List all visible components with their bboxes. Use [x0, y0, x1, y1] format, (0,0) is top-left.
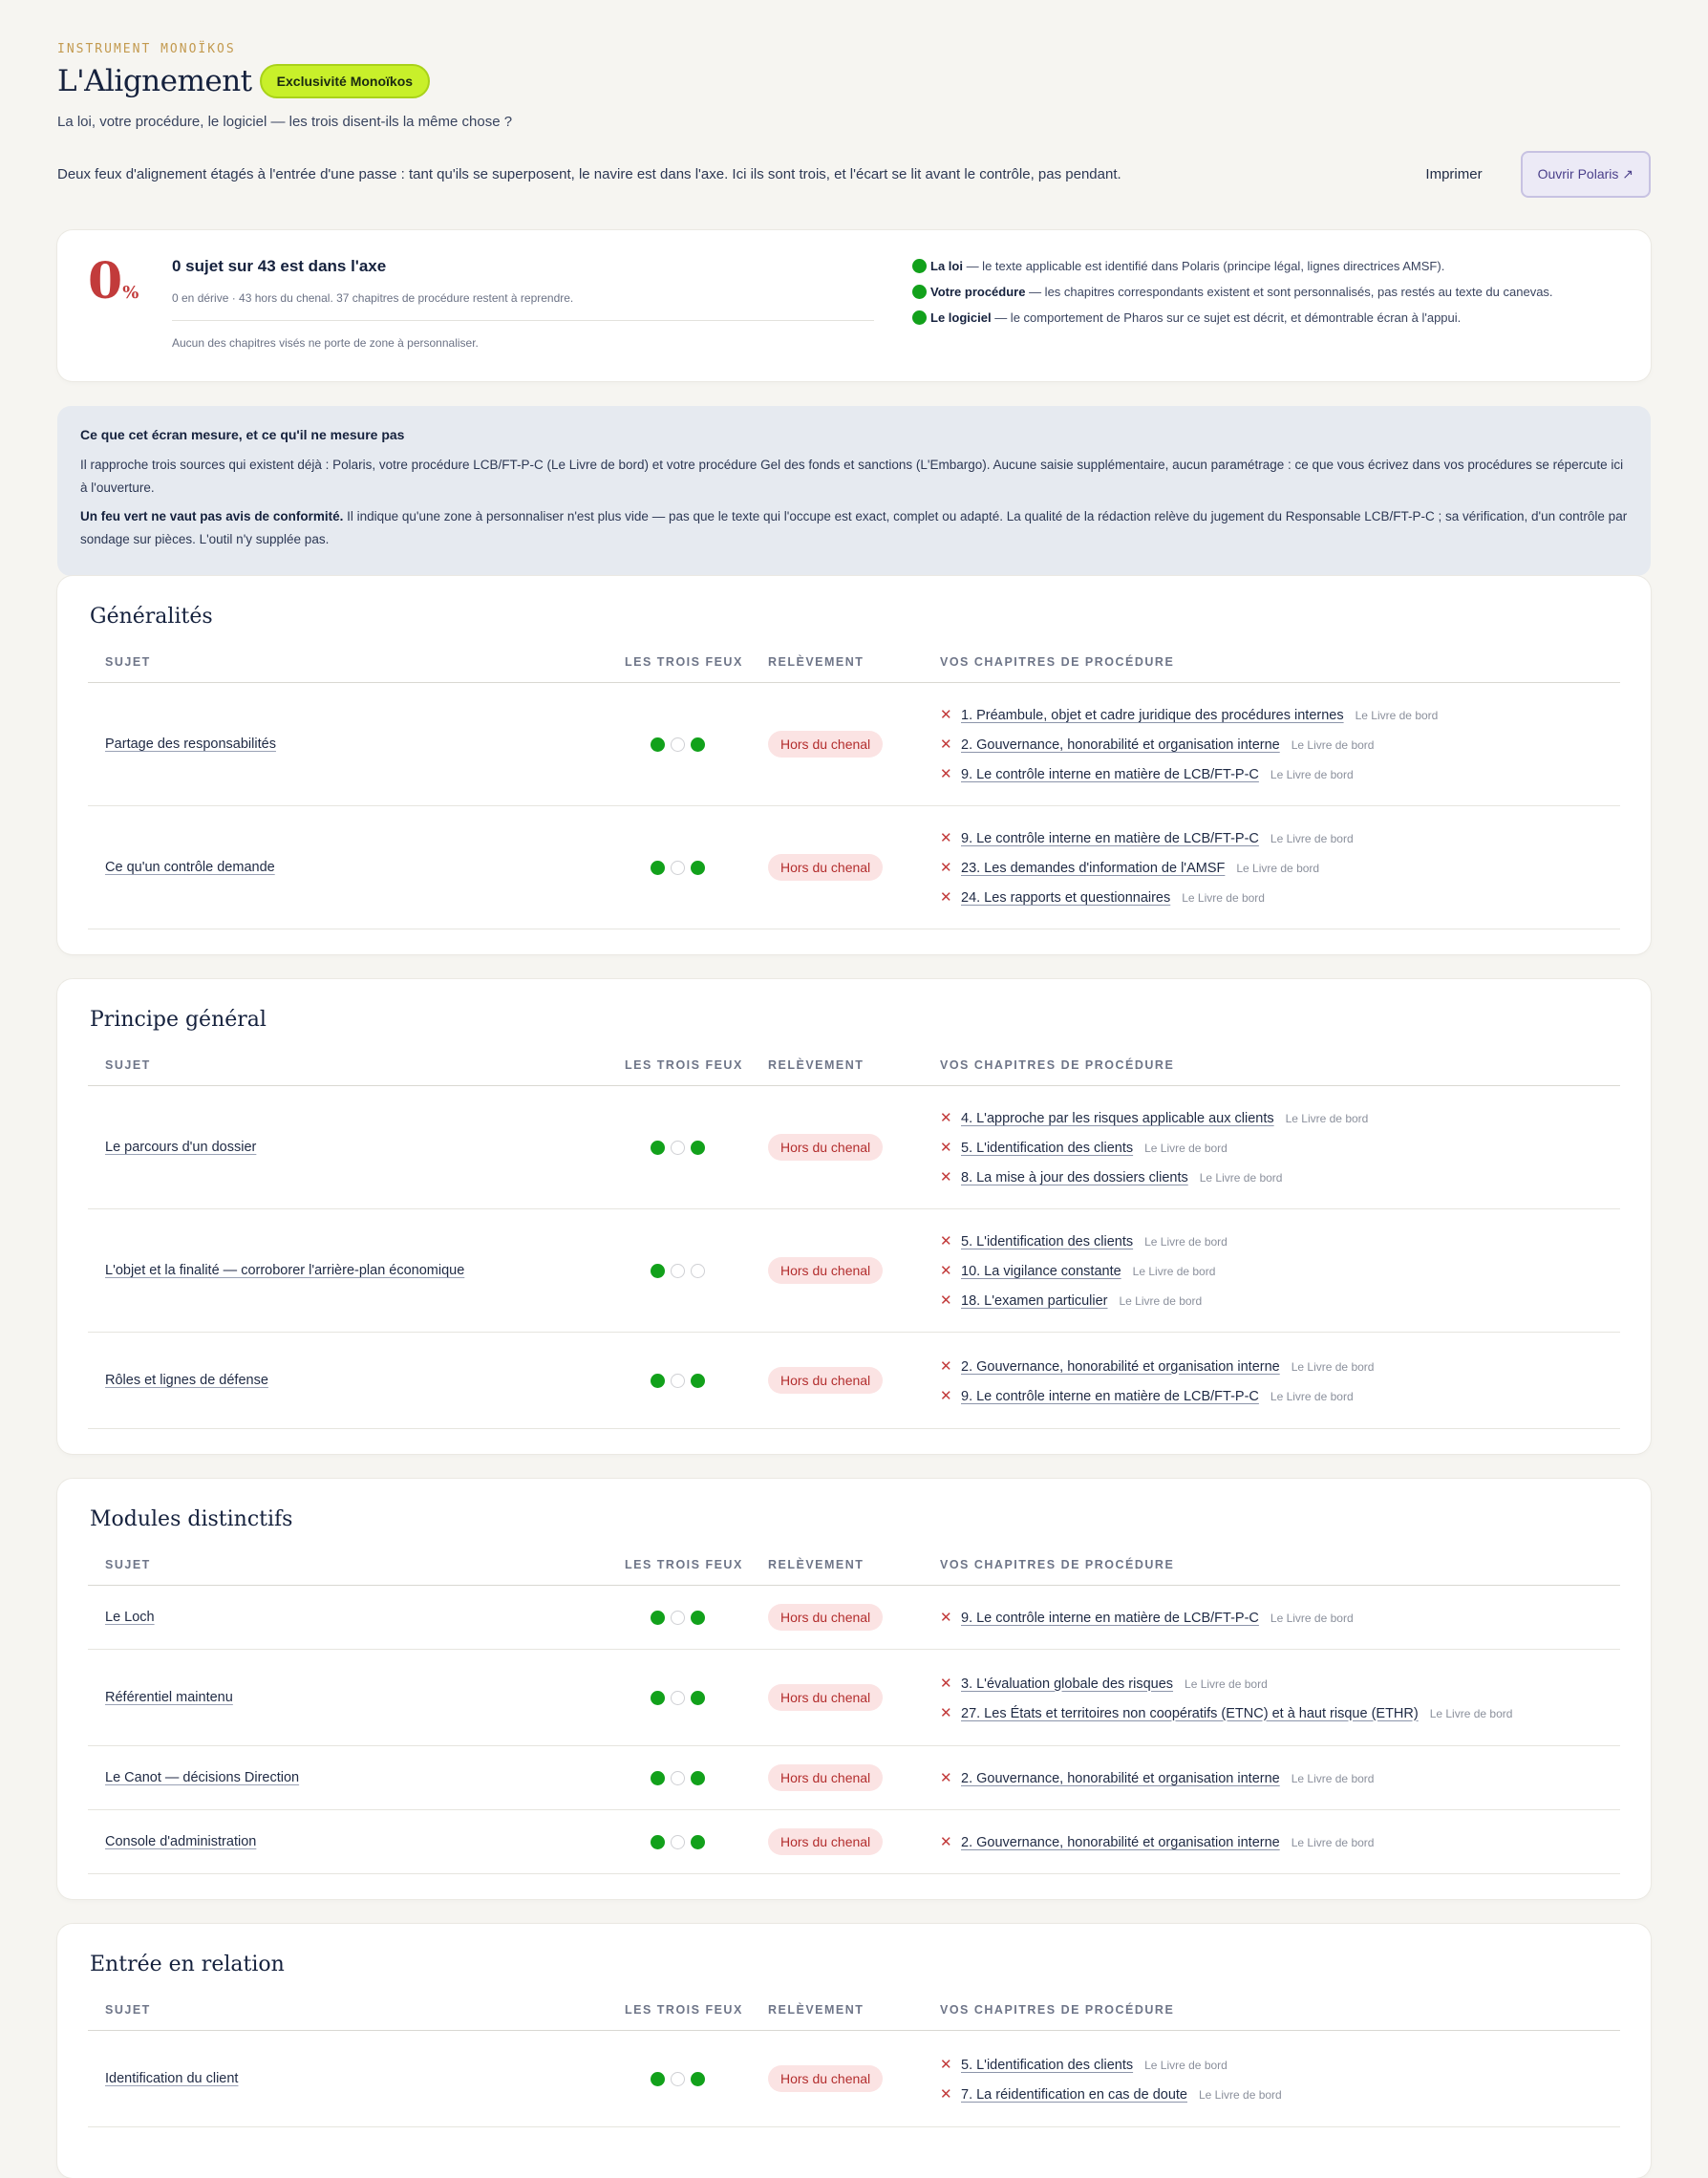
intro-text: Deux feux d'alignement étagés à l'entrée d'une passe : tant qu'ils se superposent, le navire est dans l'axe. Ici ils sont trois, et l'écart se lit avant le contrôle, pas pendant.	[57, 166, 1121, 182]
column-header-lights: LES TROIS FEUX	[625, 655, 743, 669]
reading-cell	[768, 1764, 940, 1791]
chapter-link[interactable]: 9. Le contrôle interne en matière de LCB/FT-P-C	[961, 1388, 1259, 1404]
reading-cell	[768, 2065, 940, 2092]
cross-icon: ✕	[940, 1834, 952, 1850]
green-light-icon	[912, 310, 927, 325]
green-light-icon	[651, 861, 665, 875]
table-row	[88, 1209, 1620, 1333]
chapter-item	[940, 736, 1620, 753]
subject-cell	[105, 1139, 625, 1156]
subject-link[interactable]: Partage des responsabilités	[105, 737, 276, 752]
three-lights	[625, 1771, 768, 1785]
chapter-item	[940, 1357, 1620, 1375]
legend-key: Le logiciel	[930, 310, 992, 325]
eyebrow: INSTRUMENT MONOÏKOS	[57, 42, 236, 56]
chapter-link[interactable]: 8. La mise à jour des dossiers clients	[961, 1170, 1188, 1185]
reading-cell	[768, 1684, 940, 1711]
green-light-icon	[691, 1611, 705, 1625]
cross-icon: ✕	[940, 889, 952, 906]
unlit-light-icon	[671, 1264, 685, 1278]
chapter-link[interactable]: 1. Préambule, objet et cadre juridique des procédures internes	[961, 708, 1344, 723]
status-badge: Hors du chenal	[768, 1828, 883, 1855]
chapters-cell	[940, 829, 1620, 906]
chapter-item	[940, 706, 1620, 723]
three-lights	[625, 1374, 768, 1388]
subject-cell	[105, 1833, 625, 1850]
chapter-link[interactable]: 5. L'identification des clients	[961, 1141, 1134, 1156]
cross-icon: ✕	[940, 707, 952, 723]
three-lights	[625, 1835, 768, 1849]
legend-key: Votre procédure	[930, 285, 1026, 299]
chapters-cell	[940, 1232, 1620, 1309]
subject-link[interactable]: Le Canot — décisions Direction	[105, 1770, 300, 1785]
chapter-source: Le Livre de bord	[1429, 1706, 1513, 1720]
chapter-item	[940, 1769, 1620, 1786]
table-row	[88, 1746, 1620, 1810]
chapter-item	[940, 1704, 1620, 1721]
subject-link[interactable]: Identification du client	[105, 2071, 239, 2086]
chapters-cell	[940, 1357, 1620, 1404]
green-light-icon	[651, 1264, 665, 1278]
legend-item-procedure	[912, 285, 1553, 299]
chapter-source: Le Livre de bord	[1270, 1612, 1354, 1625]
column-header-reading: RELÈVEMENT	[768, 655, 865, 669]
three-lights	[625, 1264, 768, 1278]
green-light-icon	[691, 2072, 705, 2086]
green-light-icon	[651, 737, 665, 752]
green-light-icon	[651, 1691, 665, 1705]
section-title: Modules distinctifs	[90, 1507, 293, 1531]
status-badge: Hors du chenal	[768, 1134, 883, 1161]
chapter-item	[940, 1109, 1620, 1126]
legend-text: — le comportement de Pharos sur ce sujet est décrit, et démontrable écran à l'appui.	[991, 310, 1462, 325]
chapter-item	[940, 1833, 1620, 1850]
summary-headline: 0 sujet sur 43 est dans l'axe	[172, 257, 387, 275]
cross-icon: ✕	[940, 830, 952, 846]
section-title: Entrée en relation	[90, 1953, 285, 1976]
title-row	[57, 64, 1651, 98]
chapter-source: Le Livre de bord	[1291, 1359, 1375, 1374]
subject-cell	[105, 2070, 625, 2087]
chapter-source: Le Livre de bord	[1185, 1676, 1268, 1691]
green-light-icon	[691, 1771, 705, 1785]
green-light-icon	[691, 1374, 705, 1388]
score-unit: %	[122, 283, 139, 303]
column-header-subject: SUJET	[105, 1558, 151, 1571]
table-row	[88, 2031, 1620, 2127]
cross-icon: ✕	[940, 2056, 952, 2073]
column-header-subject: SUJET	[105, 1058, 151, 1072]
unlit-light-icon	[671, 1691, 685, 1705]
sections	[57, 576, 1651, 2178]
chapter-link[interactable]: 9. Le contrôle interne en matière de LCB/FT-P-C	[961, 1611, 1259, 1626]
column-header-chapters: VOS CHAPITRES DE PROCÉDURE	[940, 1058, 1175, 1072]
three-lights	[625, 1141, 768, 1155]
unlit-light-icon	[671, 861, 685, 875]
three-lights	[625, 2072, 768, 2086]
three-lights	[625, 861, 768, 875]
section-title: Principe général	[90, 1008, 267, 1032]
subject-cell	[105, 736, 625, 753]
chapter-item	[940, 1387, 1620, 1404]
unlit-light-icon	[671, 1141, 685, 1155]
green-light-icon	[691, 1691, 705, 1705]
summary-subline: 0 en dérive · 43 hors du chenal. 37 chapitres de procédure restent à reprendre.	[172, 291, 874, 321]
three-lights	[625, 1611, 768, 1625]
chapter-link[interactable]: 10. La vigilance constante	[961, 1264, 1121, 1279]
green-light-icon	[651, 2072, 665, 2086]
chapter-item	[940, 859, 1620, 876]
chapter-source: Le Livre de bord	[1236, 862, 1320, 875]
legend-key: La loi	[930, 259, 963, 273]
unlit-light-icon	[671, 1611, 685, 1625]
chapter-source: Le Livre de bord	[1270, 768, 1354, 781]
chapter-source: Le Livre de bord	[1199, 1171, 1283, 1185]
scope-notice-p2	[80, 505, 1628, 551]
table-row	[88, 1810, 1620, 1874]
status-badge: Hors du chenal	[768, 731, 883, 758]
chapter-item	[940, 2056, 1620, 2073]
subject-cell	[105, 1609, 625, 1626]
green-light-icon	[651, 1835, 665, 1849]
chapter-link[interactable]: 5. L'identification des clients	[961, 1234, 1134, 1249]
column-header-lights: LES TROIS FEUX	[625, 1558, 743, 1571]
chapters-cell	[940, 1833, 1620, 1850]
reading-cell	[768, 1257, 940, 1284]
green-light-icon	[651, 1141, 665, 1155]
section-title: Généralités	[90, 605, 213, 629]
chapter-link[interactable]: 2. Gouvernance, honorabilité et organisation interne	[961, 1358, 1280, 1375]
chapter-source: Le Livre de bord	[1144, 2058, 1228, 2072]
chapter-source: Le Livre de bord	[1291, 1836, 1375, 1849]
chapter-link[interactable]: 2. Gouvernance, honorabilité et organisation interne	[961, 1835, 1280, 1850]
unlit-light-icon	[671, 1374, 685, 1388]
status-badge: Hors du chenal	[768, 1684, 883, 1711]
cross-icon: ✕	[940, 1233, 952, 1249]
chapters-cell	[940, 1609, 1620, 1626]
green-light-icon	[651, 1611, 665, 1625]
chapter-source: Le Livre de bord	[1144, 1235, 1228, 1249]
section-card	[57, 1924, 1651, 2178]
chapter-item	[940, 1609, 1620, 1626]
status-badge: Hors du chenal	[768, 2065, 883, 2092]
cross-icon: ✕	[940, 860, 952, 876]
column-header-chapters: VOS CHAPITRES DE PROCÉDURE	[940, 655, 1175, 669]
legend-item-law	[912, 259, 1553, 273]
cross-icon: ✕	[940, 1675, 952, 1692]
chapter-link[interactable]: 3. L'évaluation globale des risques	[961, 1676, 1174, 1692]
chapter-source: Le Livre de bord	[1291, 1772, 1375, 1785]
chapter-source: Le Livre de bord	[1285, 1112, 1369, 1125]
chapter-item	[940, 888, 1620, 906]
chapter-link[interactable]: 24. Les rapports et questionnaires	[961, 890, 1171, 906]
chapter-item	[940, 765, 1620, 782]
chapter-item	[940, 1232, 1620, 1249]
summary-note: Aucun des chapitres visés ne porte de zone à personnaliser.	[172, 336, 479, 350]
chapters-cell	[940, 1675, 1620, 1721]
green-light-icon	[651, 1771, 665, 1785]
print-button[interactable]: Imprimer	[1420, 165, 1487, 183]
chapter-source: Le Livre de bord	[1182, 891, 1265, 905]
green-light-icon	[691, 1835, 705, 1849]
unlit-light-icon	[691, 1264, 705, 1278]
intro-row	[57, 151, 1651, 198]
subject-cell	[105, 1262, 625, 1279]
table-header	[88, 1058, 1620, 1086]
unlit-light-icon	[671, 737, 685, 752]
section-card	[57, 979, 1651, 1454]
subject-link[interactable]: L'objet et la finalité — corroborer l'arrière-plan économique	[105, 1263, 465, 1278]
table-row	[88, 1333, 1620, 1429]
table-row	[88, 1086, 1620, 1209]
legend-text: — le texte applicable est identifié dans Polaris (principe légal, lignes directrices AMSF).	[962, 259, 1445, 273]
chapter-source: Le Livre de bord	[1132, 1265, 1216, 1278]
chapters-cell	[940, 1109, 1620, 1185]
cross-icon: ✕	[940, 766, 952, 782]
unlit-light-icon	[671, 1771, 685, 1785]
section-card	[57, 1479, 1651, 1899]
scope-notice	[57, 406, 1651, 576]
chapter-link[interactable]: 2. Gouvernance, honorabilité et organisation interne	[961, 737, 1280, 753]
chapter-link[interactable]: 9. Le contrôle interne en matière de LCB/FT-P-C	[961, 767, 1259, 782]
chapter-source: Le Livre de bord	[1199, 2087, 1282, 2102]
green-light-icon	[691, 737, 705, 752]
cross-icon: ✕	[940, 1387, 952, 1404]
chapter-source: Le Livre de bord	[1270, 832, 1354, 845]
cross-icon: ✕	[940, 737, 952, 753]
summary-text	[172, 257, 874, 354]
cross-icon: ✕	[940, 1610, 952, 1626]
subject-cell	[105, 1689, 625, 1706]
scope-notice-p1: Il rapproche trois sources qui existent déjà : Polaris, votre procédure LCB/FT-P-C (Le Livre de bord) et votre procédure Gel des fonds et sanctions (L'Embargo). Aucune saisie supplémentaire, aucun paramétrage : ce que vous écrivez dans vos procédures se répercute ici à l'ouverture.	[80, 458, 1624, 495]
column-header-chapters: VOS CHAPITRES DE PROCÉDURE	[940, 1558, 1175, 1571]
status-badge: Hors du chenal	[768, 854, 883, 881]
cross-icon: ✕	[940, 1263, 952, 1279]
scope-notice-title: Ce que cet écran mesure, et ce qu'il ne mesure pas	[80, 427, 405, 442]
header-actions	[1420, 151, 1651, 198]
legend-text: — les chapitres correspondants existent et sont personnalisés, pas restés au texte du canevas.	[1025, 285, 1553, 299]
green-light-icon	[691, 1141, 705, 1155]
scope-notice-bold: Un feu vert ne vaut pas avis de conformité.	[80, 509, 344, 523]
table-row	[88, 683, 1620, 806]
chapter-item	[940, 1139, 1620, 1156]
subject-cell	[105, 859, 625, 876]
reading-cell	[768, 854, 940, 881]
unlit-light-icon	[671, 2072, 685, 2086]
green-light-icon	[651, 1374, 665, 1388]
chapters-cell	[940, 2056, 1620, 2103]
subject-link[interactable]: Référentiel maintenu	[105, 1690, 233, 1705]
chapters-cell	[940, 706, 1620, 782]
cross-icon: ✕	[940, 1704, 952, 1721]
chapter-link[interactable]: 5. L'identification des clients	[961, 2057, 1134, 2073]
subject-link[interactable]: Console d'administration	[105, 1834, 257, 1849]
chapter-link[interactable]: 4. L'approche par les risques applicable aux clients	[961, 1111, 1274, 1126]
chapter-link[interactable]: 18. L'examen particulier	[961, 1293, 1108, 1309]
green-light-icon	[912, 259, 927, 273]
reading-cell	[768, 731, 940, 758]
subject-cell	[105, 1769, 625, 1786]
status-badge: Hors du chenal	[768, 1257, 883, 1284]
chapter-link[interactable]: 23. Les demandes d'information de l'AMSF	[961, 861, 1226, 876]
open-polaris-button[interactable]: Ouvrir Polaris ↗	[1521, 151, 1651, 198]
table-header	[88, 2003, 1620, 2031]
cross-icon: ✕	[940, 1169, 952, 1185]
summary-card	[57, 230, 1651, 381]
reading-cell	[768, 1604, 940, 1631]
three-lights	[625, 1691, 768, 1705]
page-title: L'Alignement	[57, 64, 252, 98]
green-light-icon	[691, 861, 705, 875]
chapter-item	[940, 1168, 1620, 1185]
subject-link[interactable]: Rôles et lignes de défense	[105, 1373, 268, 1388]
chapter-item	[940, 1262, 1620, 1279]
table-row	[88, 1650, 1620, 1746]
chapter-link[interactable]: 7. La réidentification en cas de doute	[961, 2086, 1187, 2103]
status-badge: Hors du chenal	[768, 1367, 883, 1394]
legend-item-software	[912, 310, 1553, 325]
column-header-subject: SUJET	[105, 655, 151, 669]
cross-icon: ✕	[940, 2085, 952, 2103]
table-header	[88, 1558, 1620, 1586]
subject-link[interactable]: Le Loch	[105, 1610, 155, 1625]
reading-cell	[768, 1367, 940, 1394]
reading-cell	[768, 1134, 940, 1161]
column-header-chapters: VOS CHAPITRES DE PROCÉDURE	[940, 2003, 1175, 2017]
green-light-icon	[912, 285, 927, 299]
cross-icon: ✕	[940, 1110, 952, 1126]
column-header-reading: RELÈVEMENT	[768, 2003, 865, 2017]
chapter-item	[940, 1675, 1620, 1692]
chapter-item	[940, 1292, 1620, 1309]
chapters-cell	[940, 1769, 1620, 1786]
section-card	[57, 576, 1651, 954]
column-header-reading: RELÈVEMENT	[768, 1058, 865, 1072]
chapter-source: Le Livre de bord	[1119, 1294, 1203, 1308]
column-header-reading: RELÈVEMENT	[768, 1558, 865, 1571]
chapter-link[interactable]: 2. Gouvernance, honorabilité et organisation interne	[961, 1771, 1280, 1786]
cross-icon: ✕	[940, 1770, 952, 1786]
chapter-link[interactable]: 27. Les États et territoires non coopératifs (ETNC) et à haut risque (ETHR)	[961, 1705, 1419, 1721]
subject-link[interactable]: Le parcours d'un dossier	[105, 1140, 257, 1155]
score-value: 0%	[88, 252, 139, 310]
cross-icon: ✕	[940, 1140, 952, 1156]
status-badge: Hors du chenal	[768, 1764, 883, 1791]
column-header-subject: SUJET	[105, 2003, 151, 2017]
chapter-source: Le Livre de bord	[1355, 709, 1439, 722]
table-row	[88, 1586, 1620, 1650]
cross-icon: ✕	[940, 1292, 952, 1309]
subject-cell	[105, 1372, 625, 1389]
scope-notice-text: Il indique qu'une zone à personnaliser n'est plus vide — pas que le texte qui l'occupe est exact, complet ou adapté. La qualité de la rédaction relève du jugement du Responsable LCB/FT-P-C ; sa vérification, d'un contrôle par sondage sur pièces. L'outil n'y supplée pas.	[80, 509, 1628, 546]
table-row	[88, 806, 1620, 929]
chapter-source: Le Livre de bord	[1144, 1142, 1228, 1155]
chapter-source: Le Livre de bord	[1291, 738, 1375, 752]
cross-icon: ✕	[940, 1357, 952, 1375]
chapter-item	[940, 829, 1620, 846]
table-header	[88, 655, 1620, 683]
chapter-source: Le Livre de bord	[1270, 1389, 1354, 1403]
unlit-light-icon	[671, 1835, 685, 1849]
chapter-item	[940, 2085, 1620, 2103]
chapter-link[interactable]: 9. Le contrôle interne en matière de LCB/FT-P-C	[961, 831, 1259, 846]
tagline: La loi, votre procédure, le logiciel — les trois disent-ils la même chose ?	[57, 114, 513, 130]
subject-link[interactable]: Ce qu'un contrôle demande	[105, 860, 275, 875]
three-lights	[625, 737, 768, 752]
reading-cell	[768, 1828, 940, 1855]
lights-legend	[912, 257, 1553, 354]
column-header-lights: LES TROIS FEUX	[625, 2003, 743, 2017]
column-header-lights: LES TROIS FEUX	[625, 1058, 743, 1072]
exclusive-badge: Exclusivité Monoïkos	[260, 64, 430, 98]
status-badge: Hors du chenal	[768, 1604, 883, 1631]
